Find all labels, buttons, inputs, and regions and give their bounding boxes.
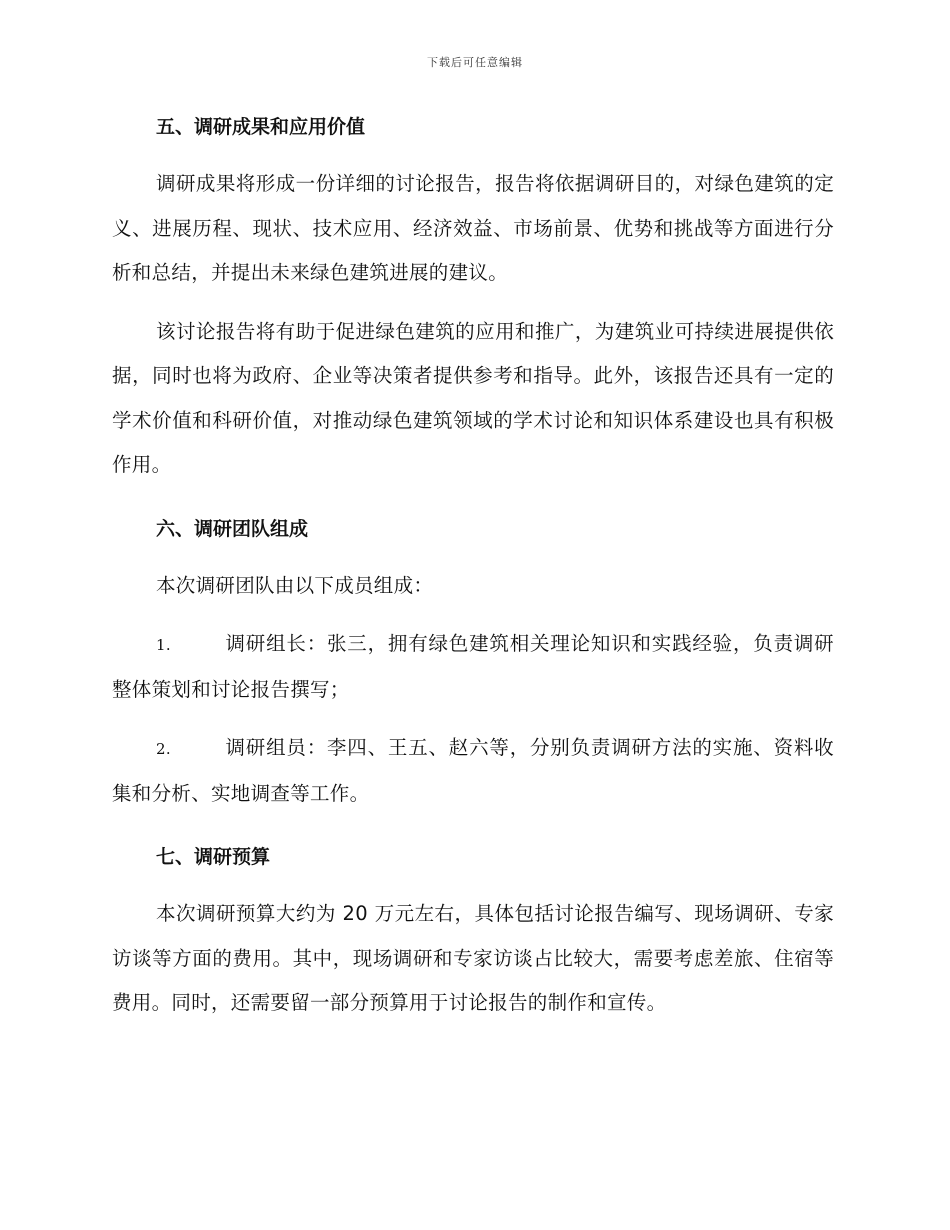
document-body	[112, 110, 834, 1026]
list-item-team-leader	[112, 622, 834, 712]
list-item-text: 调研组长：张三，拥有绿色建筑相关理论知识和实践经验，负责调研整体策划和讨论报告撰写；	[112, 632, 834, 701]
paragraph-results-2: 该讨论报告将有助于促进绿色建筑的应用和推广，为建筑业可持续进展提供依据，同时也将为政府、企业等决策者提供参考和指导。此外，该报告还具有一定的学术价值和科研价值，对推动绿色建筑领域的学术讨论和知识体系建设也具有积极作用。	[112, 319, 834, 476]
paragraph-budget: 本次调研预算大约为 20 万元左右，具体包括讨论报告编写、现场调研、专家访谈等方面的费用。其中，现场调研和专家访谈占比较大，需要考虑差旅、住宿等费用。同时，还需要留一部分预算用于讨论报告的制作和宣传。	[112, 902, 834, 1014]
list-number: 1.	[156, 636, 171, 654]
section-title-budget: 七、调研预算	[156, 846, 271, 868]
page-header-note: 下载后可任意编辑	[427, 56, 523, 69]
list-item-team-members	[112, 726, 834, 816]
list-item-text: 调研组员：李四、王五、赵六等，分别负责调研方法的实施、资料收集和分析、实地调查等工作。	[112, 736, 834, 805]
list-number: 2.	[156, 740, 171, 758]
section-title-results: 五、调研成果和应用价值	[156, 116, 366, 138]
section-title-team: 六、调研团队组成	[156, 517, 309, 540]
paragraph-results-1: 调研成果将形成一份详细的讨论报告，报告将依据调研目的，对绿色建筑的定义、进展历程、现状、技术应用、经济效益、市场前景、优势和挑战等方面进行分析和总结，并提出未来绿色建筑进展的建议。	[112, 172, 834, 284]
paragraph-team-intro: 本次调研团队由以下成员组成：	[156, 573, 434, 597]
